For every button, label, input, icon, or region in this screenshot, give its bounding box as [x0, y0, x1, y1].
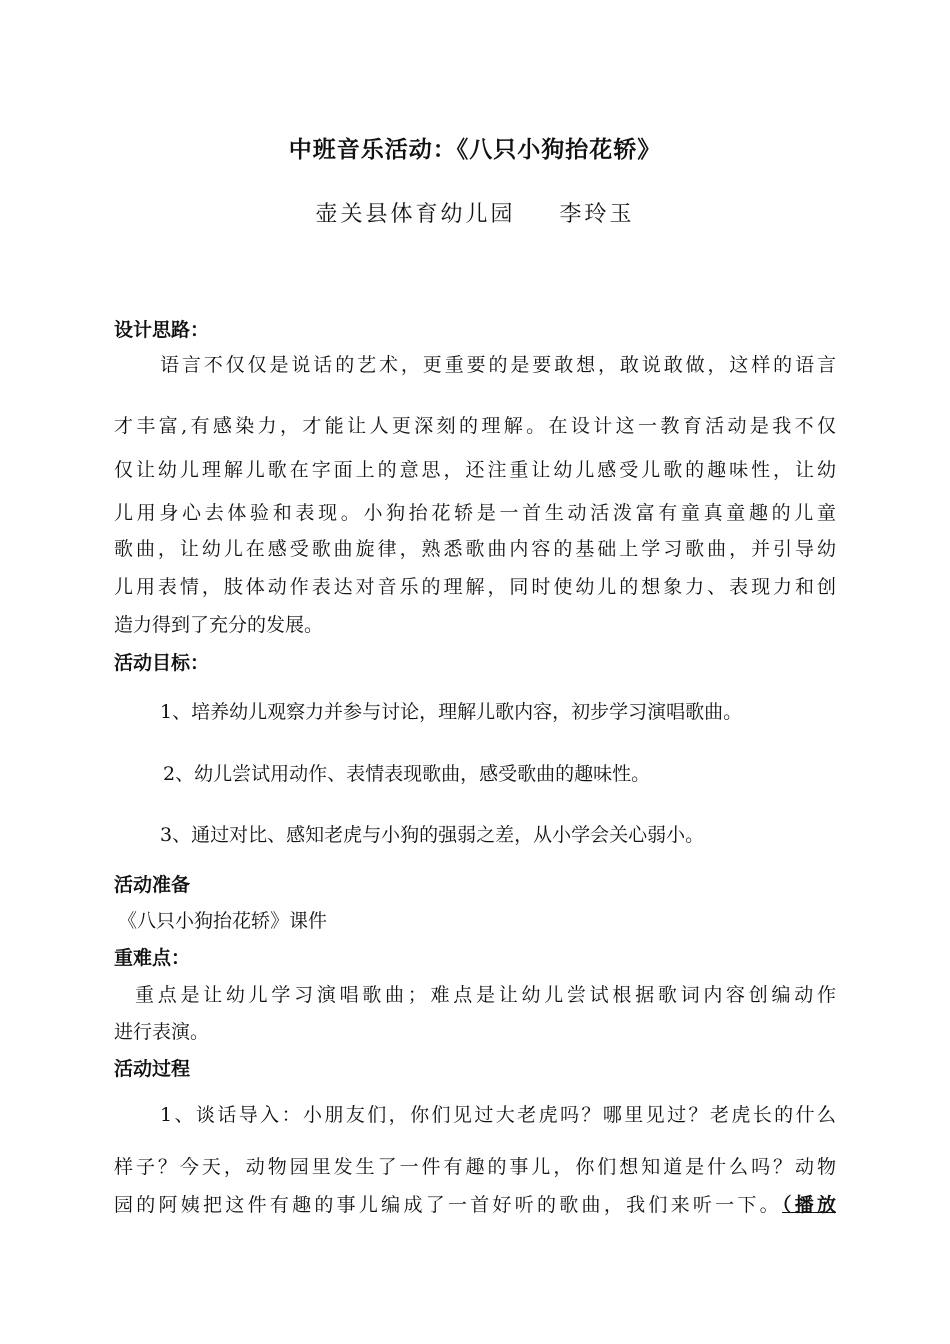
paragraph-line: 歌曲，让幼儿在感受歌曲旋律，熟悉歌曲内容的基础上学习歌曲，并引导幼	[114, 538, 836, 560]
paragraph-line: 儿用表情，肢体动作表达对音乐的理解，同时使幼儿的想象力、表现力和创	[114, 576, 836, 598]
paragraph-line: 仅让幼儿理解儿歌在字面上的意思，还注重让幼儿感受儿歌的趣味性，让幼	[114, 459, 836, 481]
document-title: 中班音乐活动：《八只小狗抬花轿》	[288, 137, 662, 163]
bold-underlined-note: （播放	[781, 1194, 836, 1216]
section-heading-design: 设计思路：	[114, 319, 210, 341]
paragraph-line: 语言不仅仅是说话的艺术，更重要的是要敢想，敢说敢做，这样的语言	[160, 354, 836, 376]
author-line	[0, 197, 950, 228]
goal-item: 2、幼儿尝试用动作、表情表现歌曲，感受歌曲的趣味性。	[163, 763, 651, 785]
author-name: 李玲玉	[559, 202, 635, 227]
paragraph-line: 样子？今天，动物园里发生了一件有趣的事儿，你们想知道是什么吗？动物	[114, 1156, 836, 1178]
section-heading-process: 活动过程	[114, 1058, 191, 1080]
prep-text: 《八只小狗抬花轿》课件	[118, 910, 328, 932]
paragraph-line: 造力得到了充分的发展。	[114, 614, 324, 636]
goal-item: 1、培养幼儿观察力并参与讨论，理解儿歌内容，初步学习演唱歌曲。	[160, 701, 743, 723]
section-heading-prep: 活动准备	[114, 874, 191, 896]
section-heading-key: 重难点：	[114, 947, 191, 969]
section-heading-goals: 活动目标：	[114, 652, 210, 674]
paragraph-line: 1、谈话导入：小朋友们，你们见过大老虎吗？哪里见过？老虎长的什么	[160, 1104, 836, 1126]
paragraph-line: 进行表演。	[114, 1021, 210, 1043]
paragraph-line: 才丰富,有感染力，才能让人更深刻的理解。在设计这一教育活动是我不仅	[114, 415, 836, 437]
paragraph-line: 儿用身心去体验和表现。小狗抬花轿是一首生动活泼富有童真童趣的儿童	[114, 502, 836, 524]
paragraph-line: 重点是让幼儿学习演唱歌曲；难点是让幼儿尝试根据歌词内容创编动作	[135, 984, 836, 1006]
author-school: 壶关县体育幼儿园	[315, 202, 516, 227]
goal-item: 3、通过对比、感知老虎与小狗的强弱之差，从小学会关心弱小。	[160, 824, 705, 846]
paragraph-text: 园的阿姨把这件有趣的事儿编成了一首好听的歌曲，我们来听一下。	[114, 1194, 782, 1216]
paragraph-line	[114, 1190, 836, 1217]
